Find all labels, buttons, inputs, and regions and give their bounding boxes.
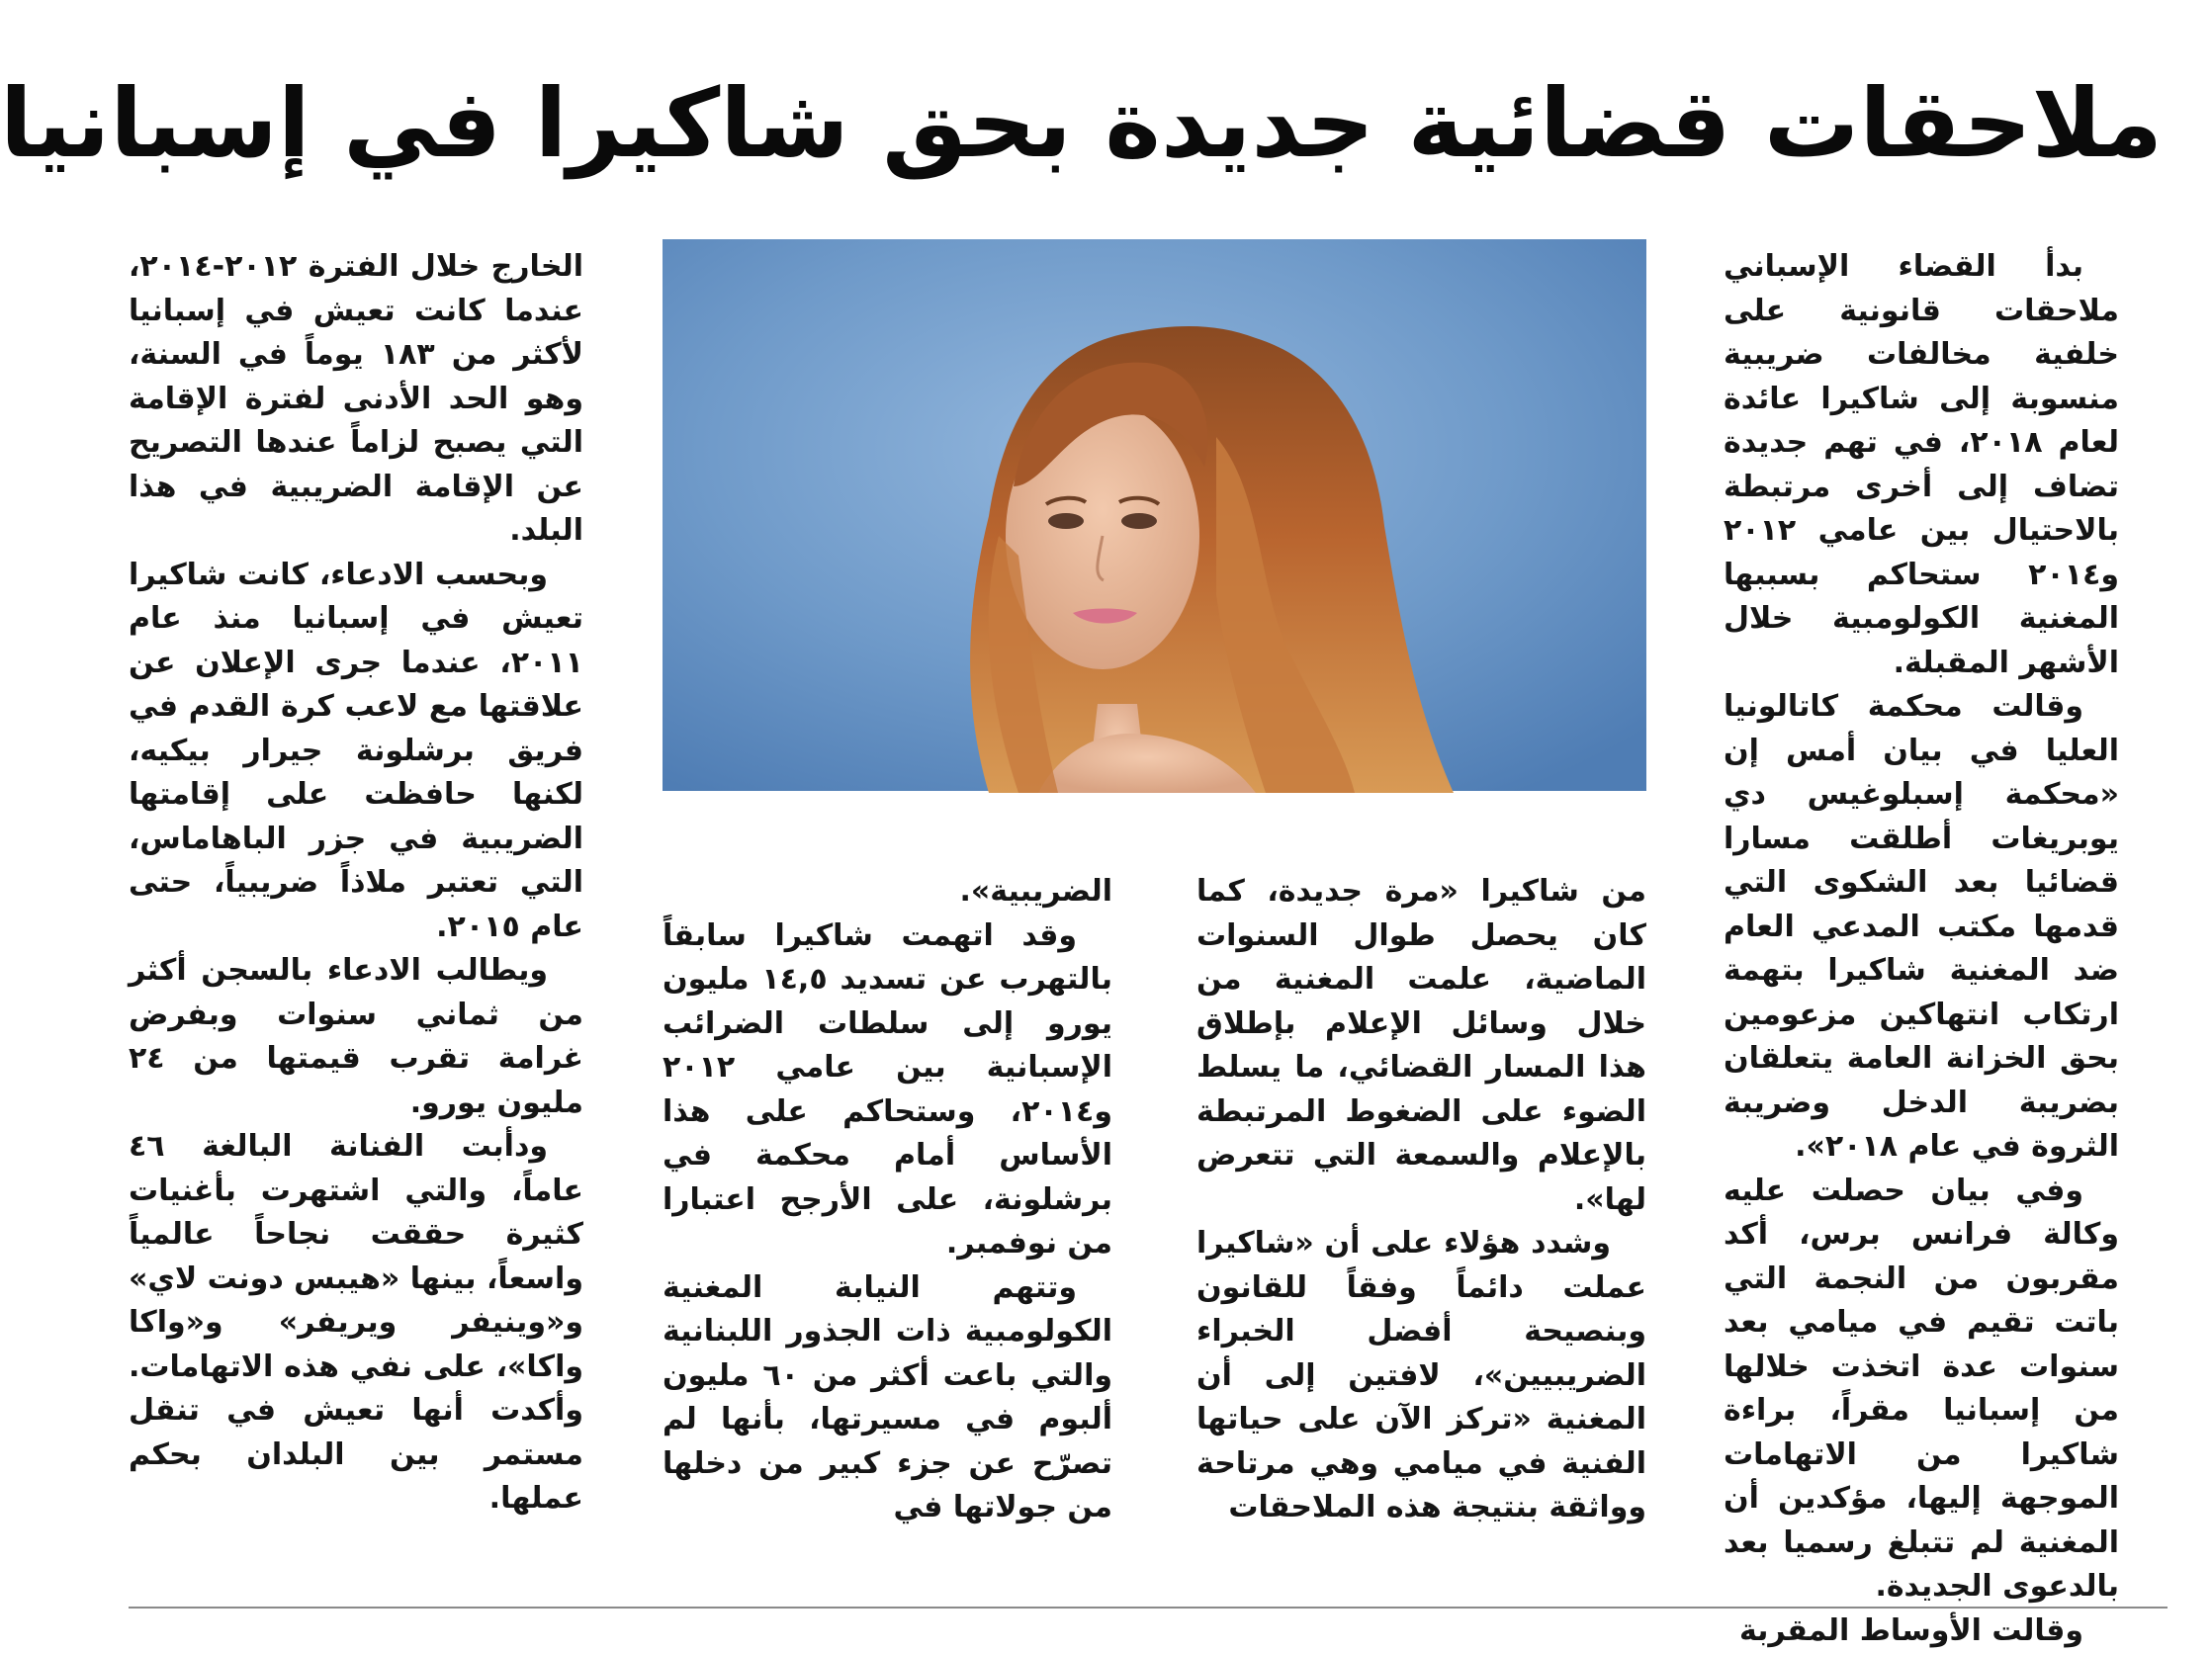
paragraph: ودأبت الفنانة البالغة ٤٦ عاماً، والتي اشتهرت بأغنيات كثيرة حققت نجاحاً عالمياً واسعاً، بينها «هيبس دونت لاي» و«وينيفر ويريفر» و«واكا واكا»، على نفي هذه الاتهامات. وأكدت أنها تعيش في تنقل مستمر بين البلدان بحكم عملها.: [129, 1125, 583, 1522]
paragraph: بدأ القضاء الإسباني ملاحقات قانونية على خلفية مخالفات ضريبية منسوبة إلى شاكيرا عائدة لعام ٢٠١٨، في تهم جديدة تضاف إلى أخرى مرتبطة بالاحتيال بين عامي ٢٠١٢ و٢٠١٤ ستحاكم بسببها المغنية الكولومبية خلال الأشهر المقبلة.: [1724, 245, 2119, 685]
paragraph: وشدد هؤلاء على أن «شاكيرا عملت دائماً وفقاً للقانون وبنصيحة أفضل الخبراء الضريبيين»، لافتين إلى أن المغنية «تركز الآن على حياتها الفنية في ميامي وهي مرتاحة وواثقة بنتيجة هذه الملاحقات: [1196, 1222, 1646, 1530]
paragraph: وتتهم النيابة المغنية الكولومبية ذات الجذور اللبنانية والتي باعت أكثر من ٦٠ مليون ألبوم في مسيرتها، بأنها لم تصرّح عن جزء كبير من دخلها من جولاتها في: [663, 1266, 1112, 1530]
paragraph: وقد اتهمت شاكيرا سابقاً بالتهرب عن تسديد ١٤,٥ مليون يورو إلى سلطات الضرائب الإسبانية بين عامي ٢٠١٢ و٢٠١٤، وستحاكم على هذا الأساس أمام محكمة في برشلونة، على الأرجح اعتبارا من نوفمبر.: [663, 914, 1112, 1266]
paragraph: وفي بيان حصلت عليه وكالة فرانس برس، أكد مقربون من النجمة التي باتت تقيم في ميامي بعد سنوات عدة اتخذت خلالها من إسبانيا مقراً، براءة شاكيرا من الاتهامات الموجهة إليها، مؤكدين أن المغنية لم تتبلغ رسميا بعد بالدعوى الجديدة.: [1724, 1170, 2119, 1610]
article-column-2: [1196, 870, 1646, 1570]
shakira-photo: [663, 239, 1646, 791]
headline: ملاحقات قضائية جديدة بحق شاكيرا في إسبانيا: [133, 49, 2163, 198]
paragraph: وقالت محكمة كاتالونيا العليا في بيان أمس إن «محكمة إسبلوغيس دي يوبريغات أطلقت مسارا قضائيا بعد الشكوى التي قدمها مكتب المدعي العام ضد المغنية شاكيرا بتهمة ارتكاب انتهاكين مزعومين بحق الخزانة العامة يتعلقان بضريبة الدخل وضريبة الثروة في عام ٢٠١٨».: [1724, 685, 2119, 1170]
article-column-1: [1724, 245, 2119, 1570]
bottom-divider: [129, 1607, 2168, 1609]
article-column-4: [129, 245, 583, 1570]
paragraph: الخارج خلال الفترة ٢٠١٢-٢٠١٤، عندما كانت تعيش في إسبانيا لأكثر من ١٨٣ يوماً في السنة، وهو الحد الأدنى لفترة الإقامة التي يصبح لزاماً عندها التصريح عن الإقامة الضريبية في هذا البلد.: [129, 245, 583, 554]
paragraph: وقالت الأوساط المقربة: [1724, 1610, 2119, 1653]
portrait-photo-icon: [663, 239, 1646, 791]
paragraph: وبحسب الادعاء، كانت شاكيرا تعيش في إسبانيا منذ عام ٢٠١١، عندما جرى الإعلان عن علاقتها مع لاعب كرة القدم في فريق برشلونة جيرار بيكيه، لكنها حافظت على إقامتها الضريبية في جزر الباهاماس، التي تعتبر ملاذاً ضريبياً، حتى عام ٢٠١٥.: [129, 554, 583, 950]
paragraph: من شاكيرا «مرة جديدة، كما كان يحصل طوال السنوات الماضية، علمت المغنية من خلال وسائل الإعلام بإطلاق هذا المسار القضائي، ما يسلط الضوء على الضغوط المرتبطة بالإعلام والسمعة التي تتعرض لها».: [1196, 870, 1646, 1222]
paragraph: الضريبية».: [663, 870, 1112, 914]
article-column-3: [663, 870, 1112, 1570]
paragraph: ويطالب الادعاء بالسجن أكثر من ثماني سنوات وبفرض غرامة تقرب قيمتها من ٢٤ مليون يورو.: [129, 949, 583, 1125]
